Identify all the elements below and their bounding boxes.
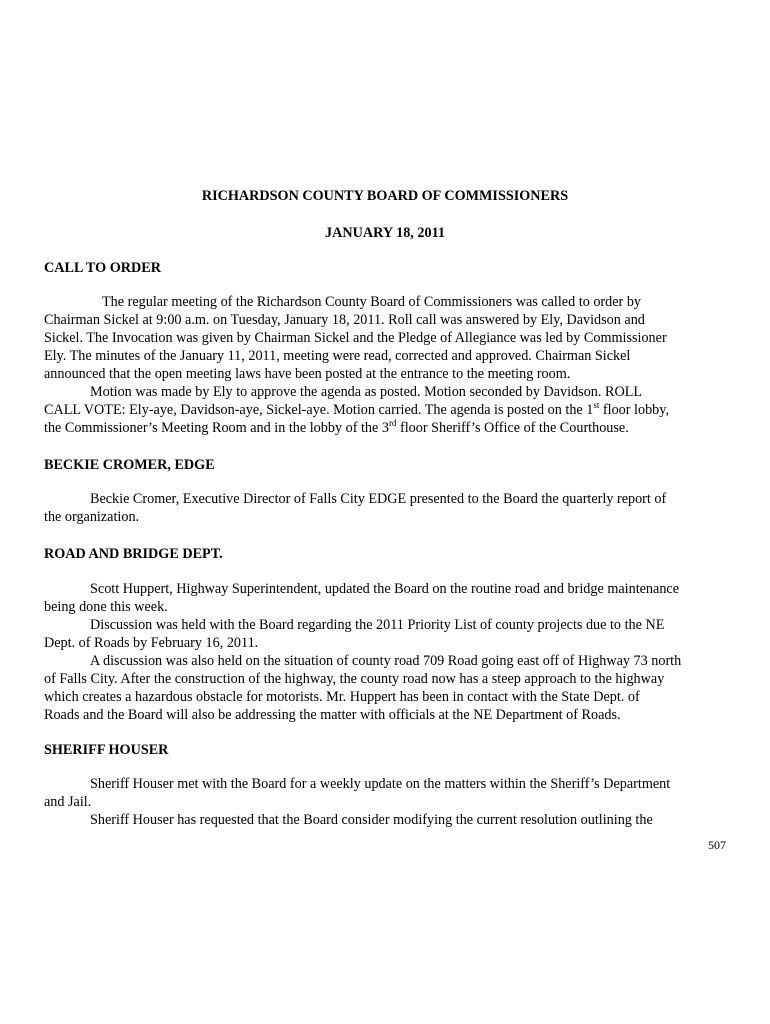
- text-line: [44, 419, 726, 437]
- superscript: rd: [388, 418, 397, 428]
- text-line: which creates a hazardous obstacle for motorists. Mr. Huppert has been in contact with the State Dept. of: [44, 689, 640, 705]
- paragraph-sheriff-houser: [44, 775, 726, 829]
- paragraph-road-and-bridge: [44, 580, 726, 724]
- text-line: and Jail.: [44, 794, 92, 810]
- text-line: Roads and the Board will also be addressing the matter with officials at the NE Department of Roads.: [44, 707, 621, 723]
- document-title: RICHARDSON COUNTY BOARD OF COMMISSIONERS: [201, 188, 569, 204]
- heading-sheriff-houser: SHERIFF HOUSER: [44, 742, 169, 758]
- heading-road-and-bridge: ROAD AND BRIDGE DEPT.: [44, 546, 223, 562]
- text-fragment: CALL VOTE: Ely-aye, Davidson-aye, Sickel-aye. Motion carried. The agenda is posted on the 1: [44, 402, 594, 418]
- superscript: st: [593, 400, 600, 410]
- text-line: Sheriff Houser has requested that the Board consider modifying the current resolution outlining the: [90, 812, 653, 828]
- text-fragment: floor Sheriff’s Office of the Courthouse.: [396, 420, 629, 436]
- meeting-date: JANUARY 18, 2011: [325, 225, 445, 241]
- text-line: Sheriff Houser met with the Board for a weekly update on the matters within the Sheriff’s Department: [90, 776, 671, 792]
- heading-call-to-order: CALL TO ORDER: [44, 260, 161, 276]
- text-line: The regular meeting of the Richardson County Board of Commissioners was called to order by: [102, 294, 642, 310]
- text-line: the organization.: [44, 509, 140, 525]
- text-line: of Falls City. After the construction of the highway, the county road now has a steep approach to the highway: [44, 671, 665, 687]
- text-line: being done this week.: [44, 599, 168, 615]
- text-line: Sickel. The Invocation was given by Chairman Sickel and the Pledge of Allegiance was led by Commissioner: [44, 330, 667, 346]
- text-line: Ely. The minutes of the January 11, 2011, meeting were read, corrected and approved. Chairman Sickel: [44, 348, 631, 364]
- text-line: Motion was made by Ely to approve the agenda as posted. Motion seconded by Davidson. ROLL: [90, 384, 643, 400]
- text-line: announced that the open meeting laws have been posted at the entrance to the meeting room.: [44, 366, 571, 382]
- text-line: Scott Huppert, Highway Superintendent, updated the Board on the routine road and bridge maintenance: [90, 581, 680, 597]
- text-fragment: the Commissioner’s Meeting Room and in the lobby of the 3: [44, 420, 389, 436]
- text-line: Beckie Cromer, Executive Director of Falls City EDGE presented to the Board the quarterly report of: [90, 491, 667, 507]
- paragraph-call-to-order: [44, 293, 726, 437]
- text-line: Chairman Sickel at 9:00 a.m. on Tuesday, January 18, 2011. Roll call was answered by Ely, Davidson and: [44, 312, 645, 328]
- text-fragment: floor lobby,: [599, 402, 669, 418]
- text-line: Dept. of Roads by February 16, 2011.: [44, 635, 259, 651]
- text-line: A discussion was also held on the situation of county road 709 Road going east off of Highway 73 north: [90, 653, 682, 669]
- heading-beckie-cromer: BECKIE CROMER, EDGE: [44, 457, 215, 473]
- text-line: [44, 401, 726, 419]
- text-line: Discussion was held with the Board regarding the 2011 Priority List of county projects due to the NE: [90, 617, 665, 633]
- page-number: 507: [708, 838, 726, 852]
- paragraph-beckie-cromer: [44, 490, 726, 526]
